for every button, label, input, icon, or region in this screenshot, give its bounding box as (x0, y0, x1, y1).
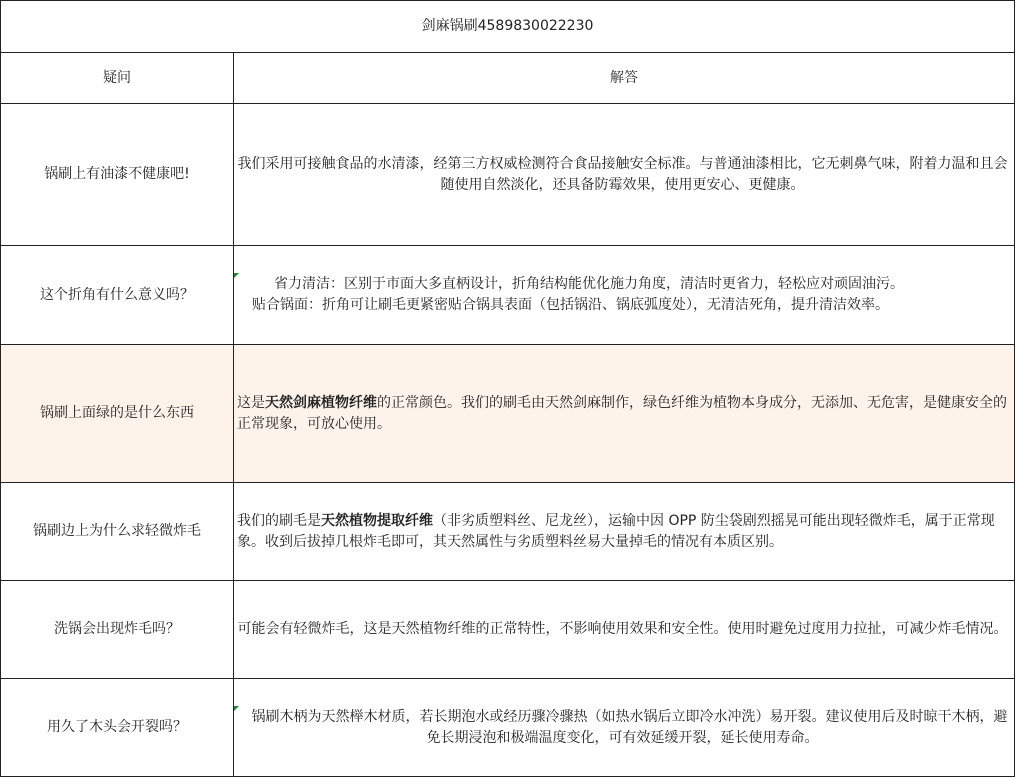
question-cell[interactable] (1, 345, 234, 483)
answer-text: 我们采用可接触食品的水清漆，经第三方权威检测符合食品接触安全标准。与普通油漆相比，它无刺鼻气味，附着力温和且会随使用自然淡化，还具备防霉效果，使用更安心、更健康。 (237, 155, 1008, 193)
question-text: 这个折角有什么意义吗？ (40, 286, 194, 303)
header-answer: 解答 (610, 69, 638, 86)
question-cell[interactable] (1, 581, 234, 679)
question-cell[interactable] (1, 483, 234, 581)
table-row-highlighted (1, 345, 1015, 483)
header-question: 疑问 (103, 69, 131, 86)
table-row (1, 246, 1015, 345)
table-row (1, 581, 1015, 679)
answer-text: 可能会有轻微炸毛，这是天然植物纤维的正常特性，不影响使用效果和安全性。使用时避免过度用力拉扯，可减少炸毛情况。 (237, 621, 1008, 637)
answer-text-post: 的正常颜色。我们的刷毛由天然剑麻制作，绿色纤维为植物本身成分，无添加、无危害，是健康安全的正常现象，可放心使用。 (237, 394, 1007, 432)
question-text: 锅刷边上为什么求轻微炸毛 (33, 523, 201, 539)
title-row (1, 1, 1015, 53)
answer-text-pre: 这是 (237, 394, 265, 411)
answer-text-line-1: 省力清洁：区别于市面大多直柄设计，折角结构能优化施力角度，清洁时更省力，轻松应对顽固油污。 (274, 276, 904, 292)
header-question-cell[interactable] (1, 53, 234, 104)
answer-cell[interactable] (234, 345, 1015, 483)
header-row (1, 53, 1015, 104)
question-text: 锅刷上面绿的是什么东西 (40, 405, 194, 421)
answer-cell[interactable] (234, 581, 1015, 679)
question-text: 用久了木头会开裂吗？ (47, 719, 187, 735)
answer-text-post: （非劣质塑料丝、尼龙丝），运输中因 OPP 防尘袋剧烈摇晃可能出现轻微炸毛，属于正常现象。收到后拔掉几根炸毛即可，其天然属性与劣质塑料丝易大量掉毛的情况有本质区别。 (237, 512, 995, 550)
comment-marker (234, 273, 239, 278)
answer-cell[interactable] (234, 104, 1015, 246)
table-row (1, 483, 1015, 581)
question-text: 锅刷上有油漆不健康吧! (44, 166, 190, 182)
answer-text-pre: 我们的刷毛是 (237, 512, 321, 529)
answer-cell[interactable] (234, 246, 1015, 345)
table-title-cell[interactable] (1, 1, 1015, 53)
answer-text-bold: 天然剑麻植物纤维 (265, 394, 377, 411)
answer-text: 锅刷木柄为天然榉木材质，若长期泡水或经历骤冷骤热（如热水锅后立即冷水冲洗）易开裂。建议使用后及时晾干木柄，避免长期浸泡和极端温度变化，可有效延缓开裂，延长使用寿命。 (251, 708, 1008, 746)
question-cell[interactable] (1, 104, 234, 246)
answer-text-bold: 天然植物提取纤维 (321, 512, 433, 529)
header-answer-cell[interactable] (234, 53, 1015, 104)
table-row (1, 679, 1015, 777)
comment-marker (234, 706, 239, 711)
question-text: 洗锅会出现炸毛吗？ (54, 621, 180, 637)
table-row (1, 104, 1015, 246)
answer-cell[interactable] (234, 679, 1015, 777)
answer-text-line-2: 贴合锅面：折角可让刷毛更紧密贴合锅具表面（包括锅沿、锅底弧度处），无清洁死角，提升清洁效率。 (252, 297, 889, 313)
question-cell[interactable] (1, 246, 234, 345)
table-title: 剑麻锅刷4589830022230 (421, 18, 594, 34)
question-cell[interactable] (1, 679, 234, 777)
answer-cell[interactable] (234, 483, 1015, 581)
